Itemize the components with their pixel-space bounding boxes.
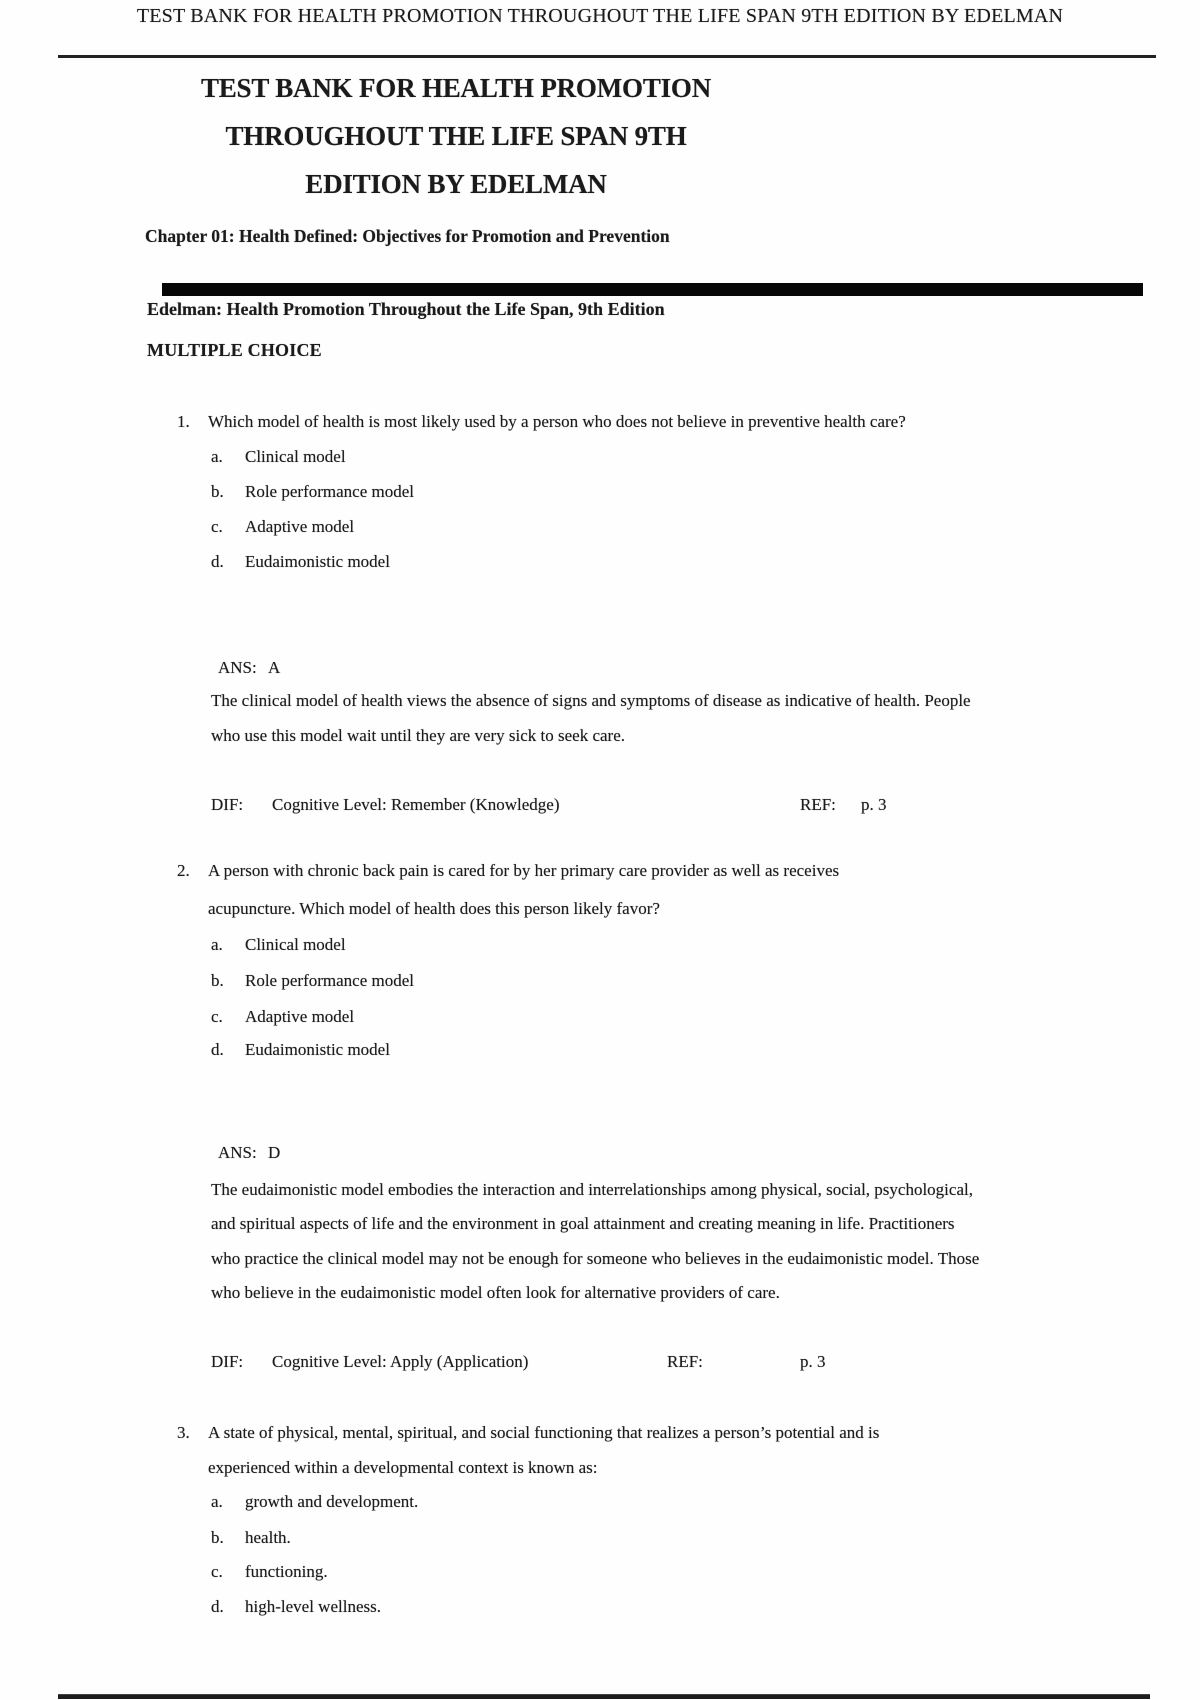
question-2-option-c-text: Adaptive model: [245, 1007, 355, 1026]
question-2-option-c-letter: c.: [211, 1007, 223, 1026]
chapter-heading: Chapter 01: Health Defined: Objectives for Promotion and Prevention: [145, 226, 670, 246]
question-1-dif-label: DIF:: [211, 795, 244, 814]
question-3-option-c-letter: c.: [211, 1562, 223, 1581]
question-3-option-a-letter: a.: [211, 1492, 223, 1511]
question-3-option-c-text: functioning.: [245, 1562, 328, 1581]
question-2-answer-label: ANS:: [218, 1143, 257, 1162]
question-2-rationale-line-1: The eudaimonistic model embodies the interaction and interrelationships among physical, social, psychological,: [211, 1180, 973, 1199]
document-title-line-2: THROUGHOUT THE LIFE SPAN 9TH: [225, 121, 687, 151]
book-title-line: Edelman: Health Promotion Throughout the Life Span, 9th Edition: [147, 299, 665, 319]
question-2-rationale-line-3: who practice the clinical model may not be enough for someone who believes in the eudaimonistic model. Those: [211, 1249, 980, 1268]
question-1-option-b-text: Role performance model: [245, 482, 414, 501]
document-title-line-1: TEST BANK FOR HEALTH PROMOTION: [200, 73, 712, 103]
question-1-answer-value: A: [268, 658, 281, 677]
question-2-option-a-letter: a.: [211, 935, 223, 954]
question-2-number: 2.: [177, 861, 190, 880]
question-2-option-b-text: Role performance model: [245, 971, 414, 990]
question-1-text-line-1: Which model of health is most likely used by a person who does not believe in preventive health care?: [208, 412, 906, 431]
question-2-answer-value: D: [268, 1143, 281, 1162]
question-1-meta-row: [0, 795, 1200, 819]
question-1-option-d-text: Eudaimonistic model: [245, 552, 390, 571]
question-3-text-line-1: A state of physical, mental, spiritual, and social functioning that realizes a person’s potential and is: [208, 1423, 880, 1442]
document-title: [0, 64, 912, 208]
question-2-text-line-1: A person with chronic back pain is cared for by her primary care provider as well as receives: [208, 861, 840, 880]
question-1-ref-value: p. 3: [861, 795, 887, 814]
document-title-line-3: EDITION BY EDELMAN: [305, 169, 607, 199]
page-bottom-divider: [58, 1694, 1150, 1699]
question-2-ref-value: p. 3: [800, 1352, 826, 1371]
question-2-ref-label: REF:: [667, 1352, 703, 1371]
question-3-option-b-text: health.: [245, 1528, 291, 1547]
question-1-rationale-line-1: The clinical model of health views the absence of signs and symptoms of disease as indicative of health. People: [211, 691, 971, 710]
question-1-ref-label: REF:: [800, 795, 836, 814]
question-2-option-d-letter: d.: [211, 1040, 224, 1059]
question-1-option-a-letter: a.: [211, 447, 223, 466]
header-divider: [58, 55, 1156, 58]
question-1-option-c-text: Adaptive model: [245, 517, 355, 536]
question-3-text-line-2: experienced within a developmental context is known as:: [208, 1458, 598, 1477]
question-1-number: 1.: [177, 412, 190, 431]
redaction-bar: [162, 283, 1143, 296]
running-header: TEST BANK FOR HEALTH PROMOTION THROUGHOUT THE LIFE SPAN 9TH EDITION BY EDELMAN: [136, 5, 1064, 27]
question-2-answer: [218, 1143, 280, 1163]
question-1-option-d-letter: d.: [211, 552, 224, 571]
question-1-option-a-text: Clinical model: [245, 447, 346, 466]
question-2-text-line-2: acupuncture. Which model of health does this person likely favor?: [208, 899, 660, 918]
question-1-rationale-line-2: who use this model wait until they are very sick to seek care.: [211, 726, 626, 745]
question-1-option-b-letter: b.: [211, 482, 224, 501]
question-2-dif-label: DIF:: [211, 1352, 244, 1371]
question-3-number: 3.: [177, 1423, 190, 1442]
question-3-option-b-letter: b.: [211, 1528, 224, 1547]
question-2-option-d-text: Eudaimonistic model: [245, 1040, 390, 1059]
question-1-option-c-letter: c.: [211, 517, 223, 536]
question-1-answer: [218, 658, 280, 678]
question-3-option-d-letter: d.: [211, 1597, 224, 1616]
question-1-answer-label: ANS:: [218, 658, 257, 677]
section-heading: MULTIPLE CHOICE: [147, 340, 322, 360]
question-3-option-d-text: high-level wellness.: [245, 1597, 381, 1616]
question-2-rationale-line-4: who believe in the eudaimonistic model often look for alternative providers of care.: [211, 1283, 780, 1302]
question-2-rationale-line-2: and spiritual aspects of life and the environment in goal attainment and creating meaning in life. Practitioners: [211, 1214, 955, 1233]
question-3-option-a-text: growth and development.: [245, 1492, 419, 1511]
question-2-option-b-letter: b.: [211, 971, 224, 990]
question-1-dif-value: Cognitive Level: Remember (Knowledge): [272, 795, 560, 814]
question-2-meta-row: [0, 1352, 1200, 1376]
question-2-option-a-text: Clinical model: [245, 935, 346, 954]
question-2-dif-value: Cognitive Level: Apply (Application): [272, 1352, 529, 1371]
